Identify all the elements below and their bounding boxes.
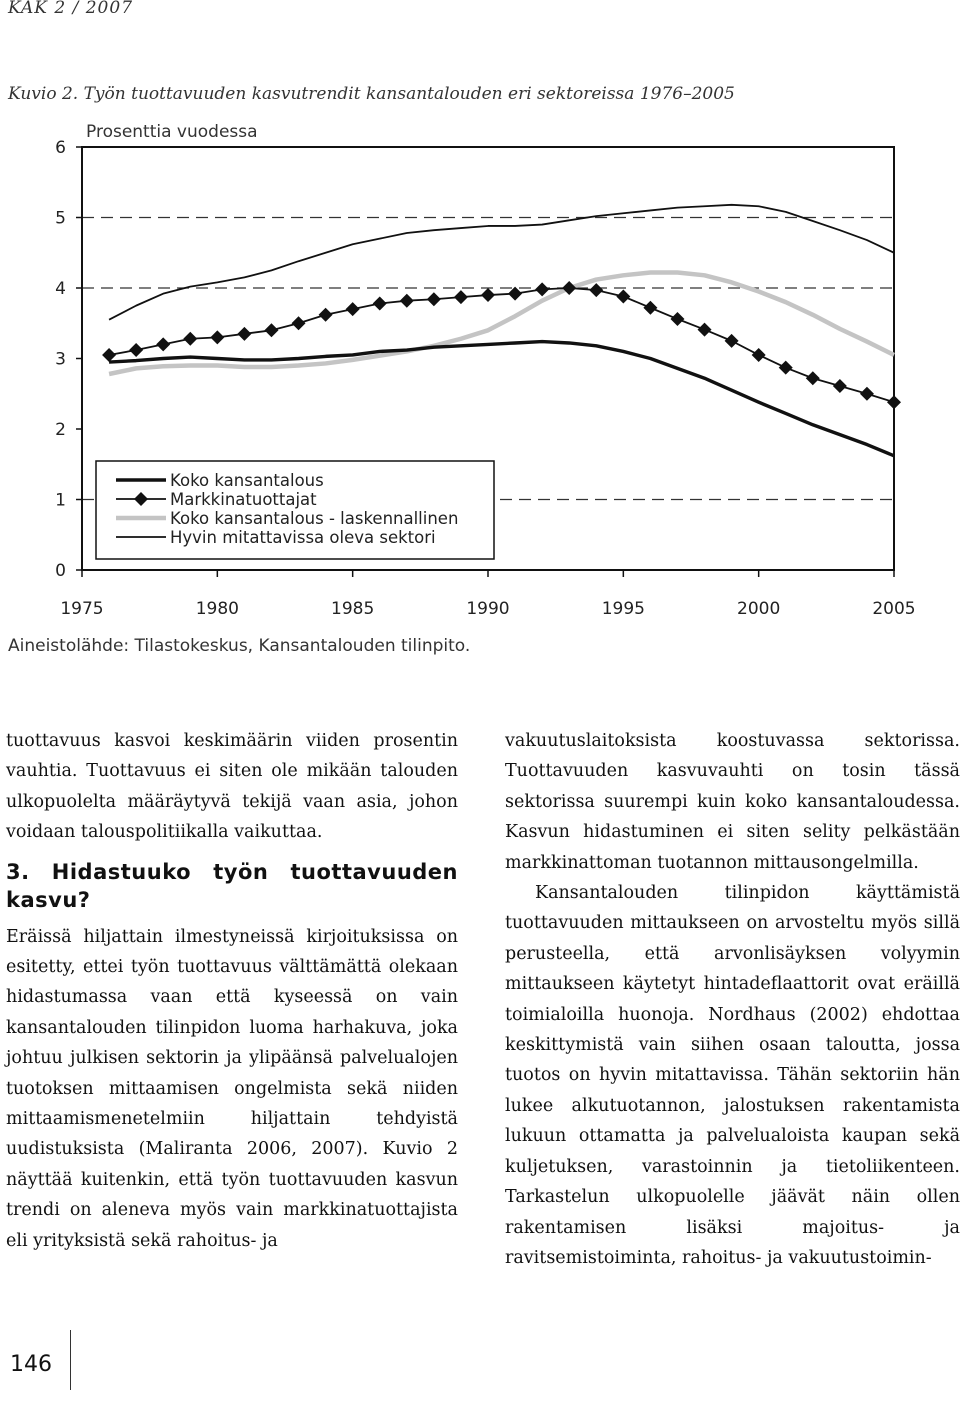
data-point-marker	[887, 395, 901, 409]
data-point-marker	[589, 283, 603, 297]
data-point-marker	[535, 282, 549, 296]
legend-label: Hyvin mitattavissa oleva sektori	[170, 528, 436, 547]
y-tick-label: 4	[55, 279, 66, 299]
data-point-marker	[427, 292, 441, 306]
y-axis-label: Prosenttia vuodessa	[86, 122, 258, 142]
data-point-marker	[210, 330, 224, 344]
figure-caption: Kuvio 2. Työn tuottavuuden kasvutrendit kansantalouden eri sektoreissa 1976–2005	[8, 84, 735, 104]
data-point-marker	[779, 361, 793, 375]
x-tick-label: 1995	[601, 599, 645, 619]
data-point-marker	[264, 323, 278, 337]
data-point-marker	[346, 302, 360, 316]
data-point-marker	[481, 288, 495, 302]
y-tick-label: 2	[55, 420, 66, 440]
data-point-marker	[725, 334, 739, 348]
y-tick-label: 6	[55, 138, 66, 158]
data-point-marker	[616, 289, 630, 303]
data-point-marker	[373, 297, 387, 311]
x-axis-ticks	[60, 570, 915, 619]
paragraph: Eräissä hiljattain ilmestyneissä kirjoituksissa on esitetty, ettei työn tuottavuus välttämättä olekaan hidastumassa vaan että kyseessä on vain kansantalouden tilinpidon luoma harhakuva, joka johtuu julkisen sektorin ja ylipäänsä palvelualojen tuotoksen mittaamisen ongelmista sekä niiden mittaamismenetelmiin hiljattain tehdyistä uudistuksista (Maliranta 2006, 2007). Kuvio 2 näyttää kuitenkin, että työn tuottavuuden kasvun trendi on aleneva myös vain markkinatuottajista eli yrityksistä sekä rahoitus- ja	[6, 926, 458, 1251]
data-point-marker	[752, 348, 766, 362]
right-column	[505, 726, 960, 1273]
y-tick-label: 3	[55, 349, 66, 370]
data-point-marker	[698, 323, 712, 337]
series-line	[109, 205, 894, 320]
data-point-marker	[454, 290, 468, 304]
page-number: 146	[10, 1352, 52, 1377]
section-heading: 3. Hidastuuko työn tuottavuuden kasvu?	[6, 859, 458, 912]
x-tick-label: 1985	[331, 599, 375, 619]
paragraph: tuottavuus kasvoi keskimäärin viiden prosentin vauhtia. Tuottavuus ei siten ole mikään talouden ulkopuolelta määräytyvä tekijä vaan asia, johon voidaan talouspolitiikalla vaikuttaa.	[6, 731, 458, 843]
y-tick-label: 1	[55, 490, 66, 511]
productivity-chart	[0, 0, 960, 640]
data-point-marker	[183, 332, 197, 346]
data-point-marker	[102, 348, 116, 362]
left-column	[6, 726, 458, 1256]
journal-header: KAK 2 / 2007	[8, 0, 134, 18]
data-point-marker	[156, 337, 170, 351]
paragraph: vakuutuslaitoksista koostuvassa sektorissa. Tuottavuuden kasvuvauhti on tosin tässä sektorissa suurempi kuin koko kansantaloudessa. Kasvun hidastuminen ei siten selity pelkästään markkinattoman tuotannon mittausongelmilla.	[505, 731, 960, 873]
data-point-marker	[400, 294, 414, 308]
y-axis-ticks	[55, 138, 82, 581]
data-point-marker	[237, 327, 251, 341]
legend-label: Koko kansantalous - laskennallinen	[170, 509, 459, 528]
data-point-marker	[292, 316, 306, 330]
data-point-marker	[860, 387, 874, 401]
data-point-marker	[562, 281, 576, 295]
data-point-marker	[670, 312, 684, 326]
data-source: Aineistolähde: Tilastokeskus, Kansantalouden tilinpito.	[8, 636, 471, 656]
x-tick-label: 1980	[195, 599, 239, 619]
x-tick-label: 2000	[737, 599, 781, 619]
x-tick-label: 1990	[466, 599, 510, 619]
data-point-marker	[833, 379, 847, 393]
legend-label: Markkinatuottajat	[170, 490, 317, 509]
series-line	[109, 342, 894, 456]
legend-label: Koko kansantalous	[170, 471, 324, 490]
x-tick-label: 1975	[60, 599, 104, 619]
y-tick-label: 5	[55, 208, 66, 229]
data-point-marker	[643, 301, 657, 315]
chart-series	[102, 205, 901, 456]
paragraph: Kansantalouden tilinpidon käyttämistä tuottavuuden mittaukseen on arvosteltu myös sillä perusteella, että arvonlisäyksen volyymin mittaukseen käytetyt hintadeflaattorit ovat eräillä toimialoilla huonoja. Nordhaus (2002) ehdottaa keskittymistä vain siihen osaan taloutta, jossa tuotos on hyvin mitattavissa. Tähän sektoriin hän lukee alkutuotannon, jalostuksen rakentamista lukuun ottamatta ja palvelualoista kaupan sekä kuljetuksen, varastoinnin ja tietoliikenteen. Tarkastelun ulkopuolelle jäävät näin ollen rakentamisen lisäksi majoitus- ja ravitsemistoiminta, rahoitus- ja vakuutustoimin-	[505, 883, 960, 1268]
data-point-marker	[806, 371, 820, 385]
data-point-marker	[508, 287, 522, 301]
chart-legend	[96, 461, 494, 559]
y-tick-label: 0	[55, 561, 66, 581]
x-tick-label: 2005	[872, 599, 916, 619]
data-point-marker	[129, 343, 143, 357]
data-point-marker	[319, 308, 333, 322]
page-divider	[70, 1330, 71, 1390]
